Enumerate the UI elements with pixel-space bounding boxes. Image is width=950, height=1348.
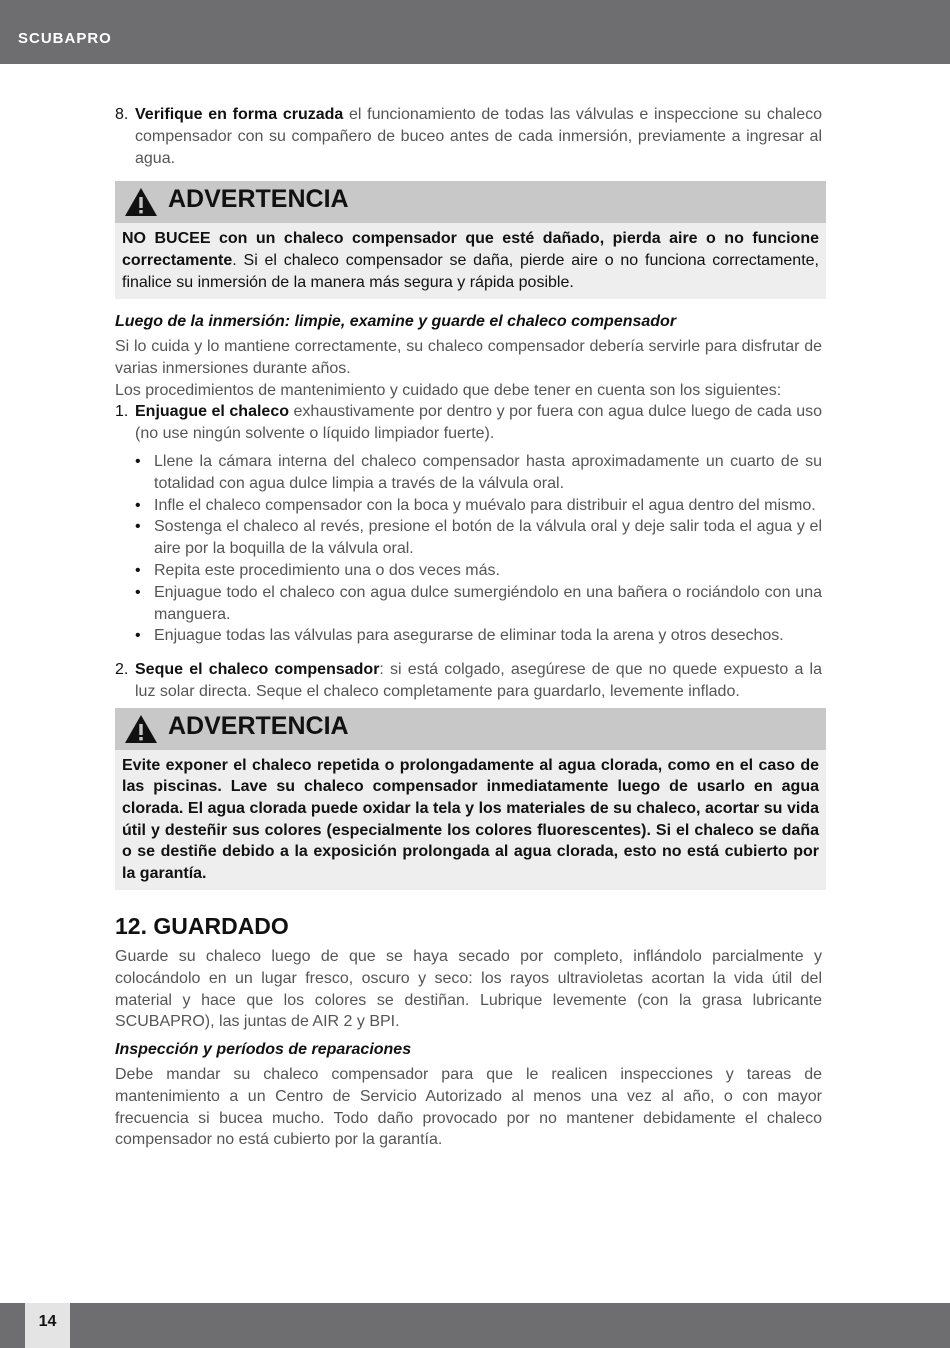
warning-title: ADVERTENCIA (168, 711, 349, 740)
list-item-bold: Enjuague el chaleco (135, 403, 289, 421)
list-item-text: el funcionamiento de todas las válvulas e inspeccione su chaleco compensador con su compañero de buceo antes de cada inmersión, previamente a ingresar al agua. (135, 106, 823, 167)
warning-box (115, 181, 826, 299)
paragraph: Los procedimientos de mantenimiento y cuidado que debe tener en cuenta son los siguientes: (115, 381, 782, 399)
list-item-text: exhaustivamente por dentro y por fuera con agua dulce luego de cada uso (no use ningún solvente o líquido limpiador fuerte). (135, 403, 822, 443)
paragraph: Guarde su chaleco luego de que se haya secado por completo, inflándolo parcialmente y colocándolo en un lugar fresco, oscuro y seco: los rayos ultravioletas acortan la vida útil del material y hace que los colores se destiñan. Lubrique levemente (con la grasa lubricante SCUBAPRO), las juntas de AIR 2 y BPI. (115, 948, 822, 1031)
header-bar (0, 0, 950, 64)
list-item-8 (115, 104, 822, 169)
subheading-after-dive: Luego de la inmersión: limpie, examine y guarde el chaleco compensador (115, 313, 677, 331)
bullet-list (115, 451, 822, 647)
bullet-item: • Enjuague todas las válvulas para asegurarse de eliminar toda la arena y otros desechos. (115, 625, 822, 647)
bullet-item: • Infle el chaleco compensador con la boca y muévalo para distribuir el agua dentro del mismo. (115, 495, 822, 517)
page-content (115, 104, 822, 1151)
warning-box (115, 708, 826, 891)
warning-header (115, 181, 826, 223)
warning-text (115, 223, 826, 299)
list-number: 1. (115, 403, 129, 421)
list-item-bold: Verifique en forma cruzada (135, 106, 344, 123)
list-number: 8. (115, 106, 129, 123)
warning-lead: NO BUCEE con un chaleco compensador que esté dañado, pierda aire o no funcione correctamente (122, 230, 819, 269)
bullet-item: • Enjuague todo el chaleco con agua dulce sumergiéndolo en una bañera o rociándolo con una manguera. (115, 582, 822, 626)
paragraph: Si lo cuida y lo mantiene correctamente, su chaleco compensador debería servirle para disfrutar de varias inmersiones durante años. (115, 337, 822, 377)
list-item-text: : si está colgado, asegúrese de que no quede expuesto a la luz solar directa. Seque el chaleco completamente para guardarlo, levemente inflado. (135, 661, 822, 700)
list-item-1 (115, 401, 822, 445)
bullet-item: • Llene la cámara interna del chaleco compensador hasta aproximadamente un cuarto de su totalidad con agua dulce limpia a través de la válvula oral. (115, 451, 822, 495)
warning-triangle-icon (123, 713, 159, 745)
warning-text: Evite exponer el chaleco repetida o prolongadamente al agua clorada, como en el caso de las piscinas. Lave su chaleco compensador inmediatamente luego de usarlo en agua clorada. El agua clorada puede oxidar la tela y los materiales de su chaleco, acortar su vida útil y desteñir sus colores (especialmente los colores fluorescentes). Si el chaleco se daña o se destiñe debido a la exposición prolongada al agua clorada, esto no está cubierto por la garantía. (122, 756, 819, 882)
list-item-bold: Seque el chaleco compensador (135, 661, 380, 679)
bullet-item: • Repita este procedimiento una o dos veces más. (115, 560, 822, 582)
bullet-item: • Sostenga el chaleco al revés, presione el botón de la válvula oral y deje salir toda el agua y el aire por la boquilla de la válvula oral. (115, 516, 822, 560)
footer-bar (0, 1303, 950, 1348)
paragraph: Debe mandar su chaleco compensador para que le realicen inspecciones y tareas de mantenimiento a un Centro de Servicio Autorizado al menos una vez al año, o con mayor frecuencia si bucea mucho. Todo daño provocado por no mantener debidamente el chaleco compensador no está cubierto por la garantía. (115, 1066, 822, 1149)
section-heading: 12. GUARDADO (115, 913, 289, 940)
brand-logo: SCUBAPRO (18, 30, 112, 47)
list-item-2 (115, 659, 822, 703)
warning-triangle-icon (123, 186, 159, 218)
page-number: 14 (38, 1313, 57, 1330)
warning-title: ADVERTENCIA (168, 185, 349, 214)
list-number: 2. (115, 661, 129, 679)
page-number-box (25, 1303, 70, 1348)
subheading-inspection: Inspección y períodos de reparaciones (115, 1041, 412, 1059)
warning-header (115, 708, 826, 750)
warning-rest: . Si el chaleco compensador se daña, pierde aire o no funciona correctamente, finalice su inmersión de la manera más segura y rápida posible. (122, 251, 819, 291)
